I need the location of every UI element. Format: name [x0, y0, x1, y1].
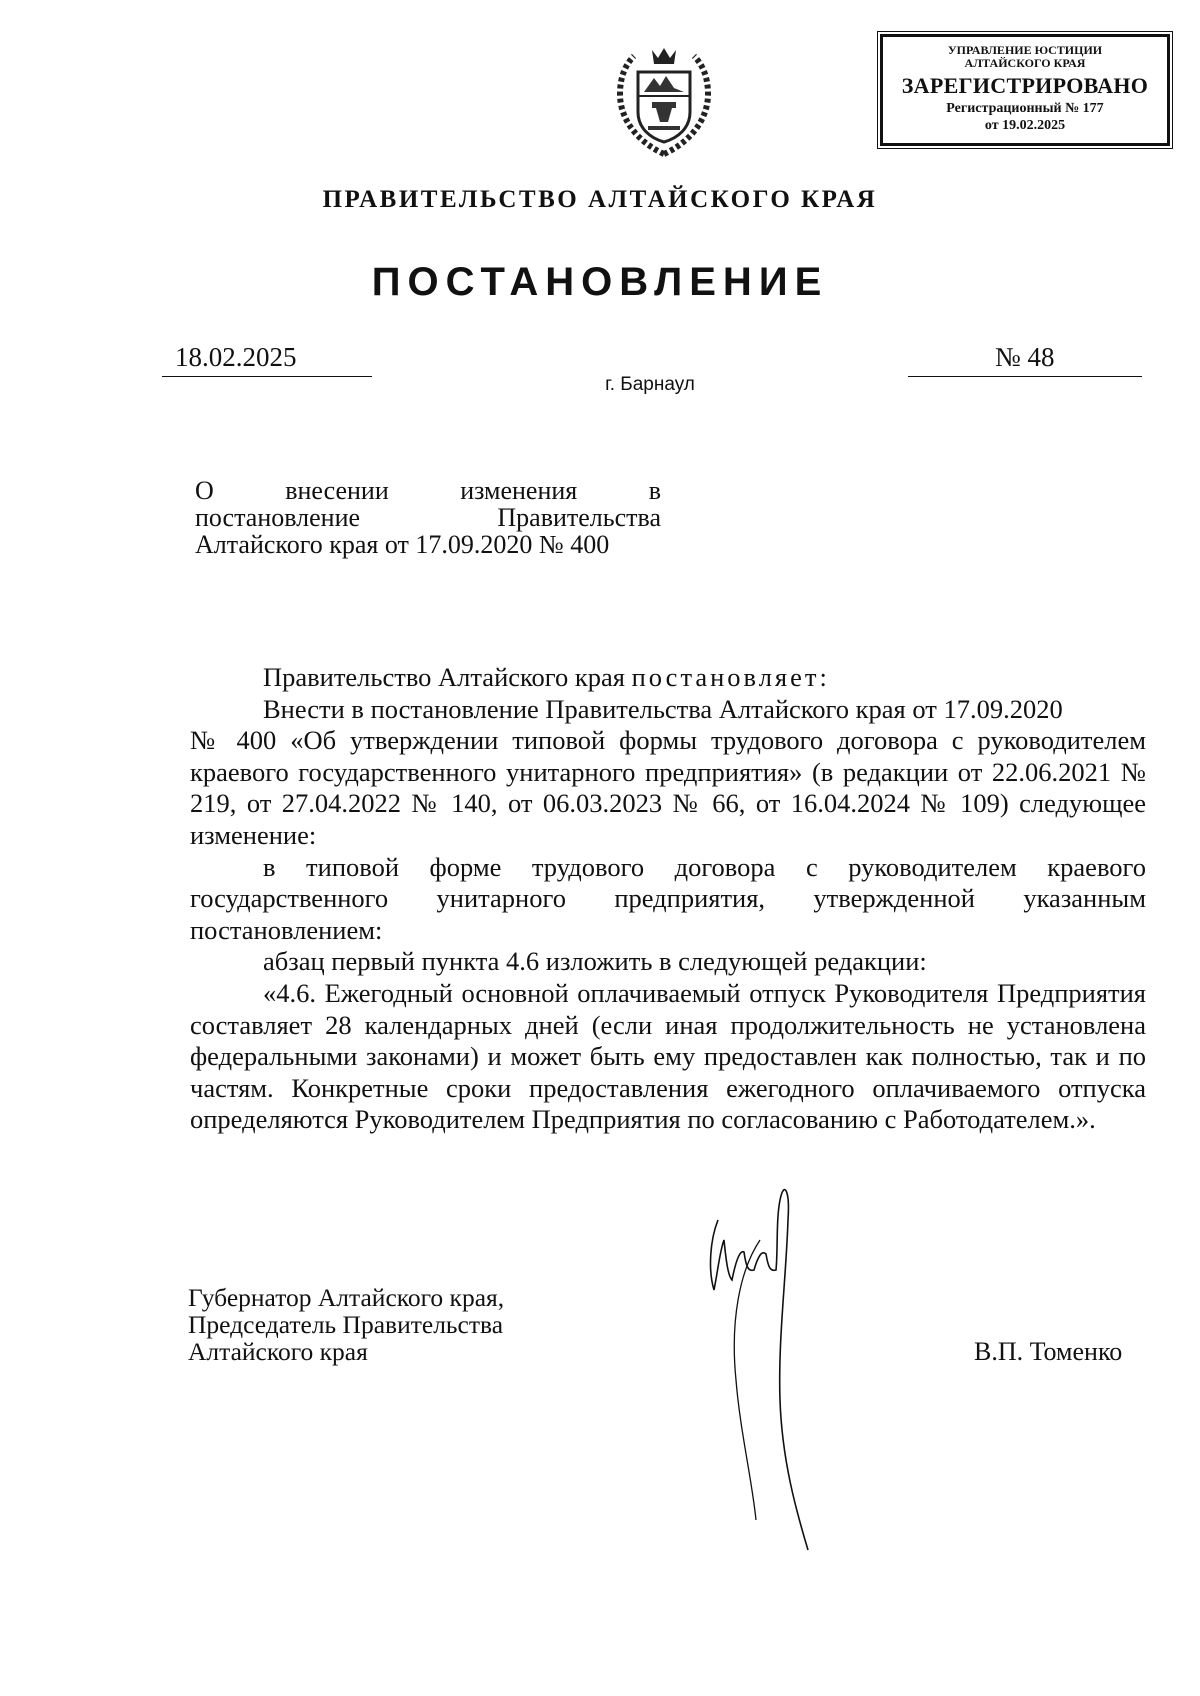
preamble-text: Правительство Алтайского края — [263, 662, 632, 692]
document-body — [190, 662, 1146, 1136]
body-paragraph — [190, 694, 1146, 852]
stamp-reg-date: от 19.02.2025 — [984, 118, 1066, 133]
subject-line: Алтайского края от 17.09.2020 № 400 — [195, 530, 610, 559]
body-paragraph-quote: «4.6. Ежегодный основной оплачиваемый отпуск Руководителя Предприятия составляет 28 календарных дней (если иная продолжительность не установлена федеральными законами) и может быть ему предоставлен как полностью, так и по частям. Конкретные сроки предоставления ежегодного оплачиваемого отпуска определяются Руководителем Предприятия по согласованию с Работодателем.». — [190, 977, 1146, 1135]
signatory-title-line: Губернатор Алтайского края, — [188, 1283, 505, 1312]
handwritten-signature — [700, 1180, 820, 1560]
issuing-authority: ПРАВИТЕЛЬСТВО АЛТАЙСКОГО КРАЯ — [322, 186, 878, 213]
registration-stamp — [880, 34, 1170, 146]
amendment-text: № 400 «Об утверждении типовой формы трудового договора с руководителем краевого государственного унитарного предприятия» (в редакции от 22.06.2021 № 219, от 27.04.2022 № 140, от 06.03.2023 № 66, от 16.04.2024 № 109) следующее изменение: — [190, 725, 1146, 850]
signatory-title-line: Председатель Правительства — [188, 1310, 504, 1339]
stamp-status: ЗАРЕГИСТРИРОВАНО — [901, 73, 1149, 98]
preamble-colon: : — [819, 662, 827, 692]
stamp-reg-number: Регистрационный № 177 — [946, 101, 1104, 116]
stamp-organization — [883, 44, 1167, 70]
document-city: г. Барнаул — [605, 374, 695, 395]
stamp-org-line2: АЛТАЙСКОГО КРАЯ — [964, 56, 1086, 70]
coat-of-arms-icon — [608, 42, 720, 160]
body-paragraph — [190, 662, 1146, 694]
subject-line: постановление Правительства — [195, 503, 661, 532]
document-number: № 48 — [995, 342, 1055, 372]
document-type: ПОСТАНОВЛЕНИЕ — [371, 260, 829, 304]
signatory-name: В.П. Томенко — [974, 1337, 1123, 1366]
body-paragraph: в типовой форме трудового договора с руководителем краевого государственного унитарного предприятия, утвержденной указанным постановлением: — [190, 851, 1146, 945]
amendment-first-line: Внести в постановление Правительства Алтайского края от 17.09.2020 — [263, 693, 1063, 724]
subject-line: О внесении изменения в — [195, 476, 661, 505]
signatory-title — [188, 1284, 504, 1365]
document-subject — [195, 477, 661, 558]
stamp-org-line1: УПРАВЛЕНИЕ ЮСТИЦИИ — [947, 43, 1103, 57]
document-date: 18.02.2025 — [175, 342, 297, 372]
body-paragraph: абзац первый пункта 4.6 изложить в следующей редакции: — [263, 946, 927, 977]
preamble-keyword: постановляет — [631, 662, 820, 692]
signatory-title-line: Алтайского края — [188, 1337, 368, 1366]
